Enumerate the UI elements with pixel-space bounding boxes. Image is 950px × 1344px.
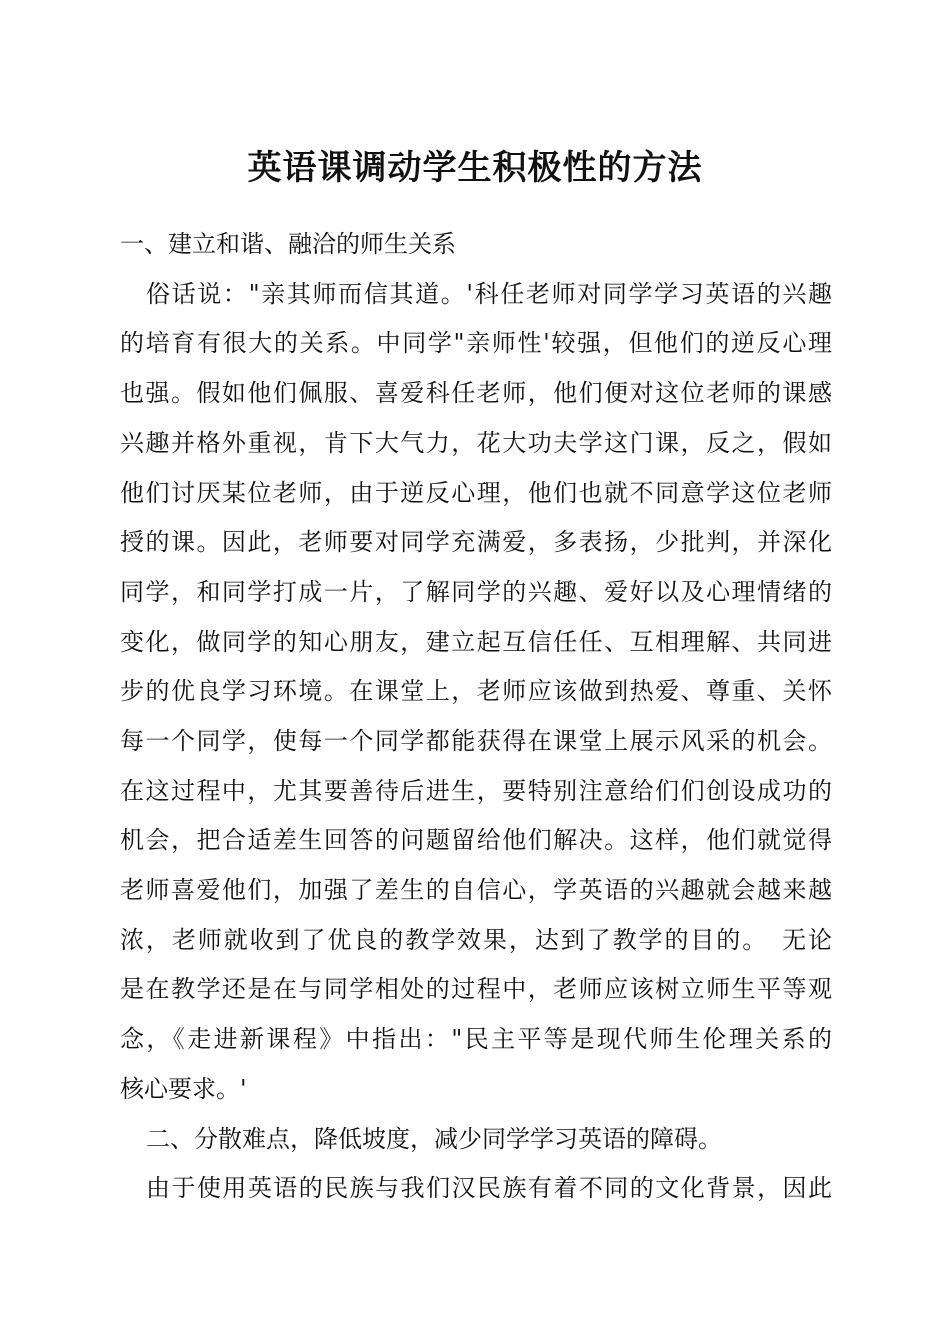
paragraph-line: 机会，把合适差生回答的问题留给他们解决。这样，他们就觉得 xyxy=(120,826,832,854)
paragraph-line: 他们讨厌某位老师，由于逆反心理，他们也就不同意学这位老师 xyxy=(120,479,832,507)
paragraph-line: 在这过程中，尤其要善待后进生，要特别注意给们们创设成功的 xyxy=(120,777,832,805)
paragraph-line: 授的课。因此，老师要对同学充满爱，多表扬，少批判，并深化 xyxy=(120,528,832,556)
paragraph-line: 浓，老师就收到了优良的教学效果，达到了教学的目的。 无论 xyxy=(120,926,832,954)
paragraph-line: 变化，做同学的知心朋友，建立起互信任任、互相理解、共同进 xyxy=(120,628,832,656)
section-heading-1: 一、建立和谐、融洽的师生关系 xyxy=(120,230,456,258)
paragraph-line: 由于使用英语的民族与我们汉民族有着不同的文化背景，因此 xyxy=(146,1174,832,1202)
paragraph-line: 也强。假如他们佩服、喜爱科任老师，他们便对这位老师的课感 xyxy=(120,379,832,407)
paragraph-line: 每一个同学，使每一个同学都能获得在课堂上展示风采的机会。 xyxy=(120,727,832,755)
paragraph-line: 的培育有很大的关系。中同学"亲师性'较强，但他们的逆反心理 xyxy=(120,329,832,357)
paragraph-line: 念，《走进新课程》中指出："民主平等是现代师生伦理关系的 xyxy=(120,1025,832,1053)
paragraph-line: 同学，和同学打成一片，了解同学的兴趣、爱好以及心理情绪的 xyxy=(120,578,832,606)
paragraph-line: 是在教学还是在与同学相处的过程中，老师应该树立师生平等观 xyxy=(120,975,832,1003)
document-title: 英语课调动学生积极性的方法 xyxy=(247,148,703,188)
paragraph-line: 步的优良学习环境。在课堂上，老师应该做到热爱、尊重、关怀 xyxy=(120,677,832,705)
section-heading-2: 二、分散难点，降低坡度，减少同学学习英语的障碍。 xyxy=(146,1125,722,1153)
paragraph-line: 俗话说："亲其师而信其道。'科任老师对同学学习英语的兴趣 xyxy=(146,280,832,308)
paragraph-line: 核心要求。' xyxy=(120,1075,247,1103)
paragraph-line: 兴趣并格外重视，肯下大气力，花大功夫学这门课，反之，假如 xyxy=(120,429,832,457)
paragraph-line: 老师喜爱他们，加强了差生的自信心，学英语的兴趣就会越来越 xyxy=(120,876,832,904)
